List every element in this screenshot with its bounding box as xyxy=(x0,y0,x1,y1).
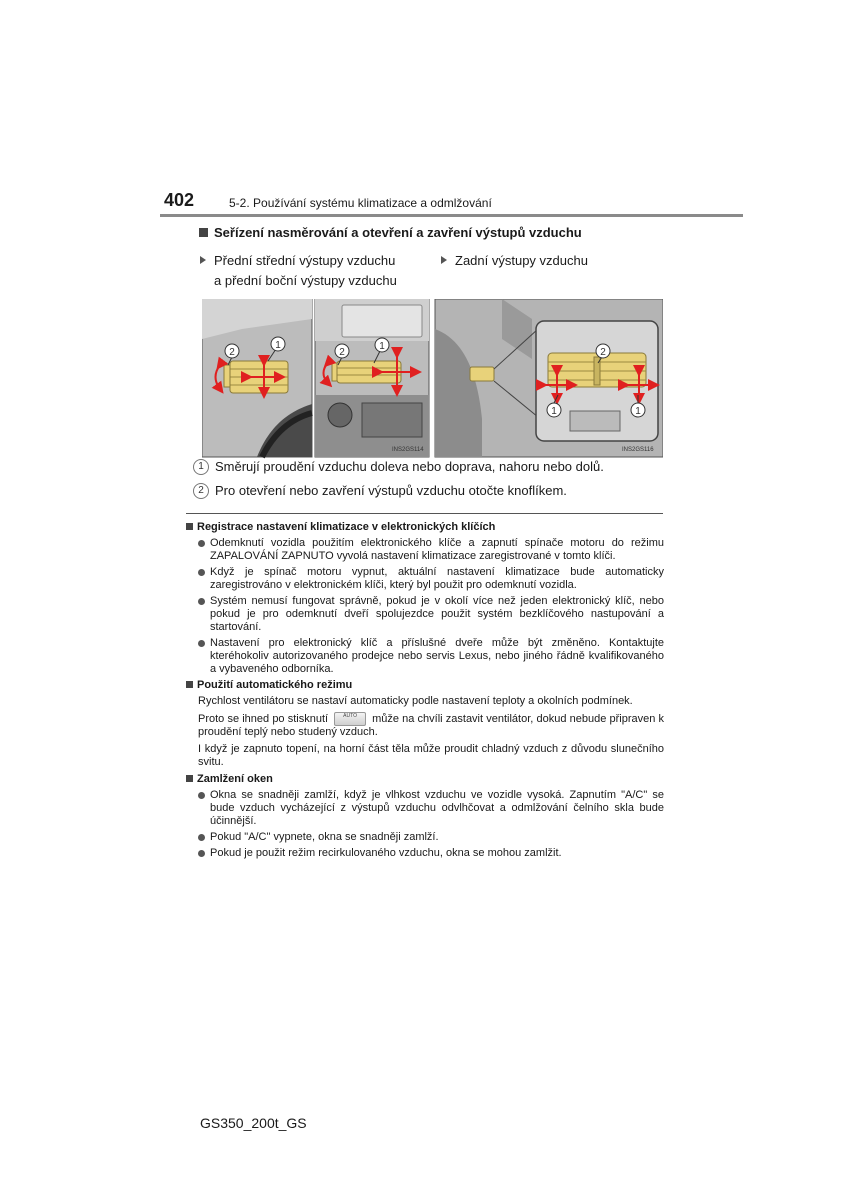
auto-button-label: AUTO xyxy=(343,713,357,719)
auto-p2-after: může na chvíli zastavit ventilátor, dokud nebude připraven k proudění teplý nebo studený vzduch. xyxy=(198,712,664,738)
front-side-vent-photo xyxy=(202,299,312,457)
square-bullet-icon xyxy=(186,775,193,782)
callout-1: 1 xyxy=(275,340,281,351)
bullet-icon xyxy=(198,540,205,547)
callout-1: 1 xyxy=(635,406,641,417)
bullet-icon xyxy=(198,834,205,841)
callout-2: 2 xyxy=(229,347,235,358)
bullet-icon xyxy=(198,569,205,576)
list-item xyxy=(186,847,664,860)
section-title-text: Seřízení nasměrování a otevření a zavření výstupů vzduchu xyxy=(214,225,582,240)
bullet-icon xyxy=(198,792,205,799)
list-item-text: Systém nemusí fungovat správně, pokud je v okolí více než jeden elektronický klíč, nebo pokud je pro odemknutí dveří spolujezdce použit systém bezklíčového nastupování a startování. xyxy=(210,595,664,633)
legend-text: Směrují proudění vzduchu doleva nebo doprava, nahoru nebo dolů. xyxy=(215,459,604,474)
legend-text: Pro otevření nebo zavření výstupů vzduchu otočte knoflíkem. xyxy=(215,483,567,498)
note-heading-text: Zamlžení oken xyxy=(197,773,273,785)
list-item-text: Pokud "A/C" vypnete, okna se snadněji zamlží. xyxy=(210,831,439,843)
vent-illustration xyxy=(202,299,663,459)
auto-paragraph-3: I když je zapnuto topení, na horní část těla může proudit chladný vzduch z důvodu slunečního svitu. xyxy=(198,743,664,768)
list-item xyxy=(186,566,664,592)
note-heading-text: Registrace nastavení klimatizace v elektronických klíčích xyxy=(197,521,496,533)
list-item-text: Nastavení pro elektronický klíč a příslušné dveře může být změněno. Kontaktujte kteréhokoliv autorizovaného prodejce nebo servis Lexus, nebo jiného řádně kvalifikovaného a vybaveného odborníka. xyxy=(210,637,664,675)
list-item xyxy=(186,637,664,676)
page-number: 402 xyxy=(164,190,195,210)
list-item-text: Pokud je použit režim recirkulovaného vzduchu, okna se mohou zamlžit. xyxy=(210,847,562,859)
note-heading-registration xyxy=(186,521,664,534)
legend-item-2 xyxy=(193,483,567,500)
note-heading-text: Použití automatického režimu xyxy=(197,679,353,691)
callout-2: 2 xyxy=(339,347,345,358)
bullet-icon xyxy=(198,850,205,857)
auto-p2-before: Proto se ihned po stisknutí xyxy=(198,712,329,725)
auto-button-icon xyxy=(334,712,366,726)
bullet-icon xyxy=(198,640,205,647)
list-item xyxy=(186,537,664,563)
legend-item-1 xyxy=(193,459,604,476)
notes-section xyxy=(186,521,664,863)
square-bullet-icon xyxy=(186,681,193,688)
callout-1: 1 xyxy=(379,341,385,352)
sub1-line2: a přední boční výstupy vzduchu xyxy=(214,273,397,288)
subheading-front-vents xyxy=(200,251,420,291)
note-heading-fog xyxy=(186,773,664,786)
section-title xyxy=(199,225,582,240)
list-item-text: Když je spínač motoru vypnut, aktuální nastavení klimatizace bude automaticky zaregistrováno v elektronickém klíči, který byl použit pro odemknutí vozidla. xyxy=(210,566,664,591)
auto-paragraph-2 xyxy=(186,712,664,739)
auto-paragraph-1: Rychlost ventilátoru se nastaví automaticky podle nastavení teploty a okolních podmínek. xyxy=(198,695,633,707)
sub2-text: Zadní výstupy vzduchu xyxy=(455,253,588,268)
section-divider xyxy=(186,513,663,514)
figure-code-2: INS2GS116 xyxy=(622,447,654,453)
note-heading-auto xyxy=(186,679,664,692)
triangle-bullet-icon xyxy=(200,256,206,264)
circled-number: 1 xyxy=(193,459,209,475)
figure-code-1: INS2GS114 xyxy=(392,447,424,453)
square-bullet-icon xyxy=(199,228,208,237)
front-center-vent-photo xyxy=(315,299,429,457)
circled-number: 2 xyxy=(193,483,209,499)
callout-1: 1 xyxy=(551,406,557,417)
chapter-title: 5-2. Používání systému klimatizace a odmlžování xyxy=(229,196,492,210)
list-item xyxy=(186,595,664,634)
triangle-bullet-icon xyxy=(441,256,447,264)
rear-vent-photo xyxy=(435,299,663,457)
footer-model: GS350_200t_GS xyxy=(200,1115,307,1131)
bullet-icon xyxy=(198,598,205,605)
list-item xyxy=(186,789,664,828)
header-rule xyxy=(160,214,743,217)
callout-2: 2 xyxy=(600,347,606,358)
square-bullet-icon xyxy=(186,523,193,530)
list-item-text: Odemknutí vozidla použitím elektronického klíče a zapnutí spínače motoru do režimu ZAPALOVÁNÍ ZAPNUTO vyvolá nastavení klimatizace zaregistrované v tomto klíči. xyxy=(210,537,664,562)
sub1-line1: Přední střední výstupy vzduchu xyxy=(214,253,396,268)
list-item-text: Okna se snadněji zamlží, když je vlhkost vzduchu ve vozidle vysoká. Zapnutím "A/C" se bude vzduch vycházející z výstupů vzduchu odvlhčovat a odmlžování čelního skla bude účinnější. xyxy=(210,789,664,827)
list-item xyxy=(186,831,664,844)
subheading-rear-vents xyxy=(441,251,661,271)
